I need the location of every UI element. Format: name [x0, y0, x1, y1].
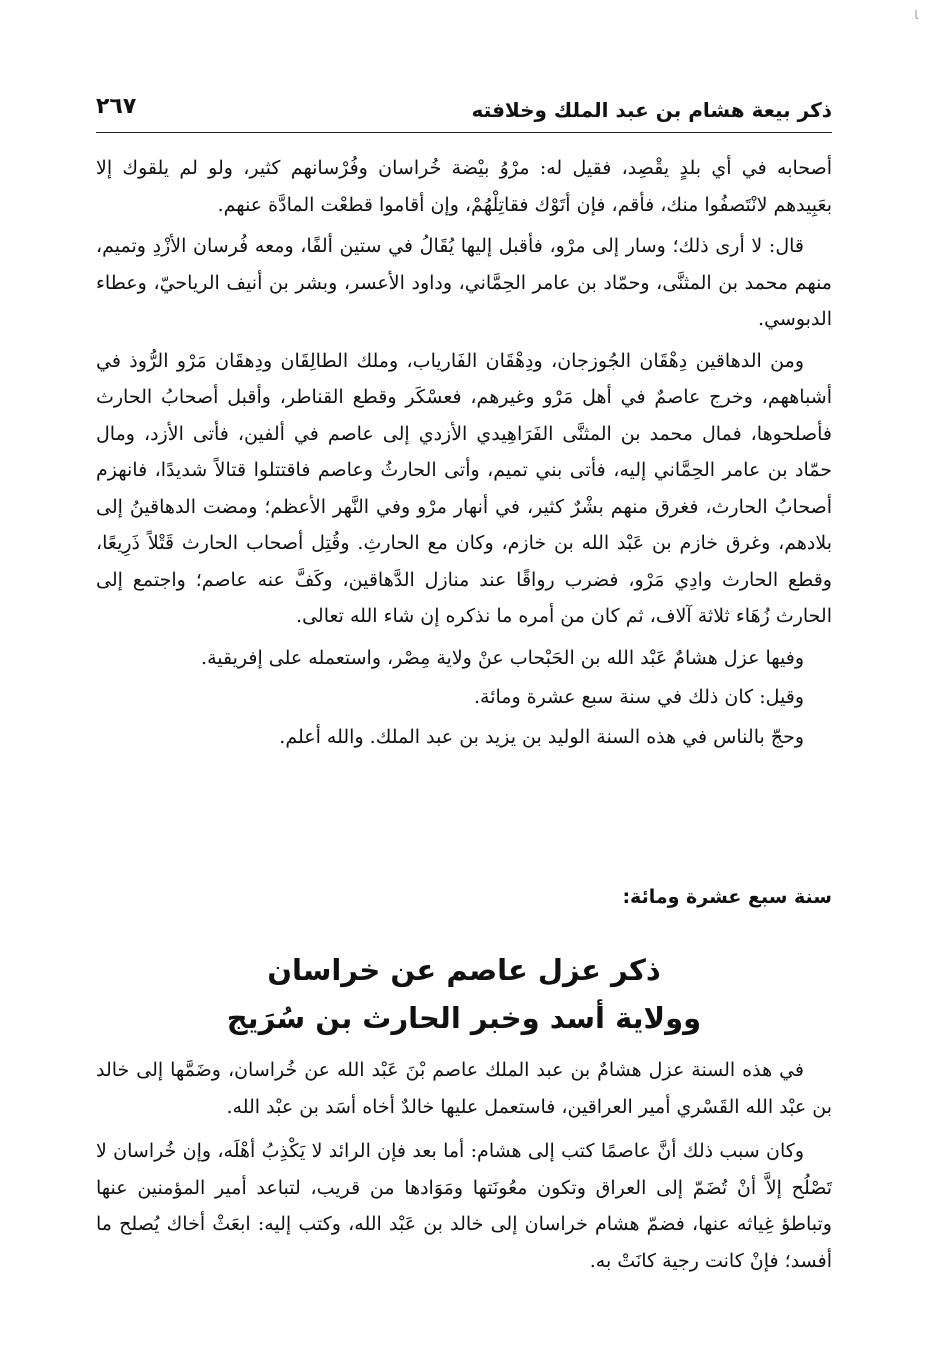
paragraph: وحجّ بالناس في هذه السنة الوليد بن يزيد بن عبد الملك. والله أعلم. — [279, 725, 804, 748]
running-header — [96, 94, 832, 133]
paragraph: في هذه السنة عزل هشامٌ بن عبد الملك عاصم بْنَ عَبْد الله عن خُراسان، وضَمَّها إلى خالد بن عبْد الله القَسْري أمير العراقين، فاستعمل عليها خالدٌ أخاه أسَد بن عبْد الله. — [96, 1059, 832, 1118]
year-heading: سنة سبع عشرة ومائة: — [622, 886, 832, 908]
paragraph: أصحابه في أي بلدٍ يقْصِد، فقيل له: مرْوُ بيْضة خُراسان وفُرْسانهم كثير، ولو لم يلقوك إلا بعَبِيدهم لانْتَصفُوا منك، فأقم، فإن أتَوْك فقاتِلْهُمْ، وإن أقاموا قطعْت المادَّة عنهم. — [96, 157, 832, 216]
paragraph: وكان سبب ذلك أنَّ عاصمًا كتب إلى هشام: أما بعد فإن الرائد لا يَكْذِبُ أهْلَه، وإن خُراسان لا تَصْلُح إلاَّ أنْ تُضَمّ إلى العراق وتكون معُونَتها ومَوَادها من قريب، لتباعد أمير المؤمنين عنها وتباطؤ غِياثه عنها، فضمّ هشام خراسان إلى خالد بن عَبْد الله، وكتب إليه: ابعَثْ أخاك يُصلح ما أفسد؛ فإنْ كانت رجية كانَتْ به. — [96, 1140, 832, 1272]
paragraph: وقيل: كان ذلك في سنة سبع عشرة ومائة. — [473, 686, 804, 708]
body-text-bottom — [96, 1052, 832, 1279]
running-header-title: ذكر بيعة هشام بن عبد الملك وخلافته — [471, 98, 832, 122]
body-text-top — [96, 150, 832, 755]
paragraph: ومن الدهاقين دِهْقَان الجُوزجان، ودِهْقَان الفَارياب، وملك الطالِقَان ودِهقَان مَرْو الرُّوذ في أشباههم، وخرج عاصمٌ في أهل مَرْو وغيرهم، فعسْكَر وقطع القناطر، وأقبل أصحابُ الحارث فأصلحوها، فمال محمد بن المثنَّى الفَرَاهِيدي الأزدي إلى عاصم في ألفين، فأتى الأزد، ومال حمّاد بن عامر الحِمَّاني إليه، فأتى بني تميم، وأتى الحارثُ وعاصم فاقتتلوا قتالاً شديدًا، فانهزم أصحابُ الحارث، فغرق منهم بشْرٌ كثير، في أنهار مرْو وفي النَّهر الأعظم؛ ومضت الدهاقينُ إلى بلادهم، وغرق خازم بن عَبْد الله بن خازم، وكان مع الحارثِ. وقُتِل أصحاب الحارث قَتْلاً ذَرِيعًا، وقطع الحارث وادِي مَرْو، فضرب رواقًا عند منازل الدَّهاقين، وكَفَّ عنه عاصم؛ واجتمع إلى الحارث زُهَاء ثلاثة آلاف، ثم كان من أمره ما نذكره إن شاء الله تعالى. — [96, 349, 832, 627]
paragraph: قال: لا أرى ذلك؛ وسار إلى مرْو، فأقبل إليها يُقَالُ في ستين ألفًا، ومعه فُرسان الأزْدِ وتميم، منهم محمد بن المثنَّى، وحمّاد بن عامر الحِمَّاني، وداود الأعسر، وبشر بن أنيف الرياحيّ، وعطاء الدبوسي. — [96, 235, 832, 330]
chapter-title-line-2: وولاية أسد وخبر الحارث بن سُرَيج — [226, 1001, 702, 1035]
page-number: ٢٦٧ — [96, 94, 137, 119]
margin-mark: ﺎ — [914, 8, 918, 22]
chapter-title-line-1: ذكر عزل عاصم عن خراسان — [267, 953, 661, 987]
paragraph: وفيها عزل هشامٌ عَبْد الله بن الحَبْحاب عنْ ولاية مِصْر، واستعمله على إفريقية. — [201, 646, 804, 669]
